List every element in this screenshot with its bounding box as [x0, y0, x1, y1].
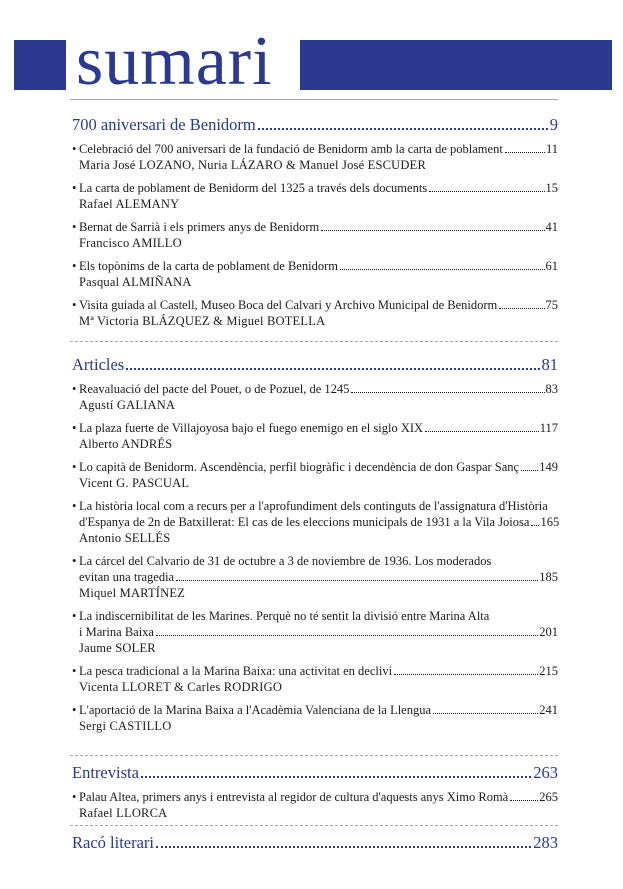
- dot-leader: [433, 713, 538, 714]
- entry-title: evitan una tragedia: [79, 570, 175, 584]
- entry-author: Miquel MARTÍNEZ: [79, 586, 186, 600]
- entry-author: Alberto ANDRÉS: [79, 437, 173, 451]
- entry-title-line: [79, 553, 558, 569]
- entry-body: [79, 702, 558, 735]
- entry-page: 165: [540, 515, 560, 529]
- entry-page: 201: [539, 625, 558, 639]
- bullet-icon: •: [72, 790, 77, 804]
- entry-title: Lo capità de Benidorm. Ascendència, perfil biogràfic i decendència de don Gaspar Sanç: [79, 460, 520, 474]
- entry-body: [79, 498, 558, 547]
- entry-title: Reavaluació del pacte del Pouet, o de Pozuel, de 1245: [79, 382, 350, 396]
- bullet-icon: •: [72, 664, 77, 678]
- page-title: sumari: [76, 23, 273, 100]
- toc-entry[interactable]: [72, 180, 558, 213]
- entry-body: [79, 789, 558, 822]
- toc-entry[interactable]: [72, 420, 558, 453]
- section-title: Racó literari: [72, 833, 155, 852]
- dot-leader: [340, 269, 545, 270]
- entry-page: 265: [539, 790, 558, 804]
- entry-title-line: [79, 514, 558, 530]
- entry-page: 11: [545, 142, 558, 156]
- toc-entry[interactable]: [72, 258, 558, 291]
- header-band-left: [14, 40, 66, 90]
- bullet-icon: •: [72, 298, 77, 312]
- bullet-icon: •: [72, 181, 77, 195]
- entry-title: Visita guiada al Castell, Museo Boca del Calvari y Archivo Municipal de Benidorm: [79, 298, 498, 312]
- bullet-icon: •: [72, 421, 77, 435]
- entry-title-line: [79, 498, 558, 514]
- toc-entry[interactable]: [72, 381, 558, 414]
- entry-title-line: [79, 789, 558, 805]
- dot-leader: [156, 846, 531, 848]
- section-heading[interactable]: [72, 763, 558, 783]
- section-title: Entrevista: [72, 763, 139, 782]
- entry-page: 83: [545, 382, 558, 396]
- entry-body: [79, 663, 558, 696]
- section-heading[interactable]: [72, 833, 558, 853]
- section-page: 81: [541, 355, 558, 374]
- entry-page: 215: [539, 664, 558, 678]
- entry-title-line: [79, 663, 558, 679]
- dot-leader: [176, 580, 538, 581]
- toc-entry[interactable]: [72, 297, 558, 330]
- entry-title: Palau Altea, primers anys i entrevista al regidor de cultura d'aquests anys Ximo Romà: [79, 790, 509, 804]
- entry-page: 185: [539, 570, 558, 584]
- entry-title: L'aportació de la Marina Baixa a l'Acadèmia Valenciana de la Llengua: [79, 703, 432, 717]
- toc-entry[interactable]: [72, 663, 558, 696]
- entry-title-line: [79, 258, 558, 274]
- entry-title: La pesca tradicional a la Marina Baixa: una activitat en declivi: [79, 664, 393, 678]
- dot-leader: [499, 308, 544, 309]
- entry-title-line: [79, 459, 558, 475]
- toc-entry[interactable]: [72, 219, 558, 252]
- entry-title-line: [79, 219, 558, 235]
- entry-author: Jaume SOLER: [79, 641, 156, 655]
- section-title: Articles: [72, 355, 125, 374]
- entry-title: i Marina Baixa: [79, 625, 154, 639]
- entry-body: [79, 381, 558, 414]
- entry-author: Vicent G. PASCUAL: [79, 476, 190, 490]
- entry-title: La indiscernibilitat de les Marines. Perquè no té sentit la divisió entre Marina Alta: [79, 609, 490, 623]
- entry-title: La plaza fuerte de Villajoyosa bajo el fuego enemigo en el siglo XIX: [79, 421, 424, 435]
- toc-section: [72, 115, 558, 330]
- dot-leader: [394, 674, 538, 675]
- entry-title-line: [79, 569, 558, 585]
- bullet-icon: •: [72, 554, 77, 568]
- toc-entry[interactable]: [72, 789, 558, 822]
- dot-leader: [321, 230, 544, 231]
- entry-page: 149: [539, 460, 558, 474]
- entry-page: 41: [545, 220, 558, 234]
- dot-leader: [521, 470, 538, 471]
- toc-entry[interactable]: [72, 608, 558, 657]
- dot-leader: [510, 800, 538, 801]
- dot-leader: [258, 128, 548, 130]
- entry-title-line: [79, 381, 558, 397]
- bullet-icon: •: [72, 499, 77, 513]
- entry-title: Bernat de Sarrià i els primers anys de Benidorm: [79, 220, 320, 234]
- toc-entry[interactable]: [72, 553, 558, 602]
- entry-author: Vicenta LLORET & Carles RODRIGO: [79, 680, 283, 694]
- section-divider: [70, 825, 558, 826]
- entry-body: [79, 219, 558, 252]
- dot-leader: [126, 368, 539, 370]
- toc-section: [72, 763, 558, 822]
- section-divider: [70, 755, 558, 756]
- entry-title: d'Espanya de 2n de Batxillerat: El cas de les eleccions municipals de 1931 a la Vila Joiosa: [79, 515, 530, 529]
- section-heading[interactable]: [72, 355, 558, 375]
- section-heading[interactable]: [72, 115, 558, 135]
- toc-entry[interactable]: [72, 702, 558, 735]
- dot-leader: [429, 191, 544, 192]
- entry-author: Francisco AMILLO: [79, 236, 182, 250]
- entry-author: Pasqual ALMIÑANA: [79, 275, 192, 289]
- header-band-right: [300, 40, 612, 90]
- dot-leader: [531, 525, 539, 526]
- entry-title-line: [79, 297, 558, 313]
- bullet-icon: •: [72, 703, 77, 717]
- entry-title: La història local com a recurs per a l'aprofundiment dels continguts de l'assignatura d'Història: [79, 499, 548, 513]
- entry-title-line: [79, 141, 558, 157]
- dot-leader: [425, 431, 539, 432]
- section-page: 283: [533, 833, 558, 852]
- entry-body: [79, 608, 558, 657]
- entry-author: Sergi CASTILLO: [79, 719, 172, 733]
- dot-leader: [505, 152, 545, 153]
- entry-body: [79, 297, 558, 330]
- toc-entry[interactable]: [72, 459, 558, 492]
- entry-body: [79, 180, 558, 213]
- entry-author: Rafael LLORCA: [79, 806, 168, 820]
- entry-title: La carta de poblament de Benidorm del 1325 a través dels documents: [79, 181, 428, 195]
- entry-author: Mª Victoria BLÁZQUEZ & Miguel BOTELLA: [79, 314, 326, 328]
- dot-leader: [156, 635, 538, 636]
- toc-entry[interactable]: [72, 498, 558, 547]
- entry-author: Maria José LOZANO, Nuria LÁZARO & Manuel José ESCUDER: [79, 158, 427, 172]
- dot-leader: [141, 776, 531, 778]
- entry-title-line: [79, 624, 558, 640]
- title-rule: [70, 99, 558, 100]
- section-page: 9: [549, 115, 558, 134]
- entry-body: [79, 459, 558, 492]
- entry-body: [79, 553, 558, 602]
- toc-entry[interactable]: [72, 141, 558, 174]
- entry-title-line: [79, 608, 558, 624]
- bullet-icon: •: [72, 460, 77, 474]
- entry-page: 61: [545, 259, 558, 273]
- entry-page: 241: [539, 703, 558, 717]
- entry-author: Antonio SELLÉS: [79, 531, 171, 545]
- toc-section: [72, 833, 558, 853]
- entry-title: Celebració del 700 aniversari de la fundació de Benidorm amb la carta de poblament: [79, 142, 503, 156]
- section-page: 263: [533, 763, 558, 782]
- entry-title: La cárcel del Calvario de 31 de octubre a 3 de noviembre de 1936. Los moderados: [79, 554, 492, 568]
- bullet-icon: •: [72, 259, 77, 273]
- entry-page: 75: [545, 298, 558, 312]
- entry-author: Rafael ALEMANY: [79, 197, 180, 211]
- bullet-icon: •: [72, 142, 77, 156]
- entry-author: Agustí GALIANA: [79, 398, 176, 412]
- entry-title-line: [79, 180, 558, 196]
- entry-title-line: [79, 702, 558, 718]
- entry-title: Els topònims de la carta de poblament de Benidorm: [79, 259, 338, 273]
- toc-section: [72, 355, 558, 735]
- section-title: 700 aniversari de Benidorm: [72, 115, 256, 134]
- entry-body: [79, 258, 558, 291]
- dot-leader: [351, 392, 544, 393]
- bullet-icon: •: [72, 220, 77, 234]
- bullet-icon: •: [72, 382, 77, 396]
- bullet-icon: •: [72, 609, 77, 623]
- entry-body: [79, 141, 558, 174]
- entry-body: [79, 420, 558, 453]
- entry-title-line: [79, 420, 558, 436]
- entry-page: 15: [545, 181, 558, 195]
- entry-page: 117: [539, 421, 558, 435]
- section-divider: [70, 341, 558, 342]
